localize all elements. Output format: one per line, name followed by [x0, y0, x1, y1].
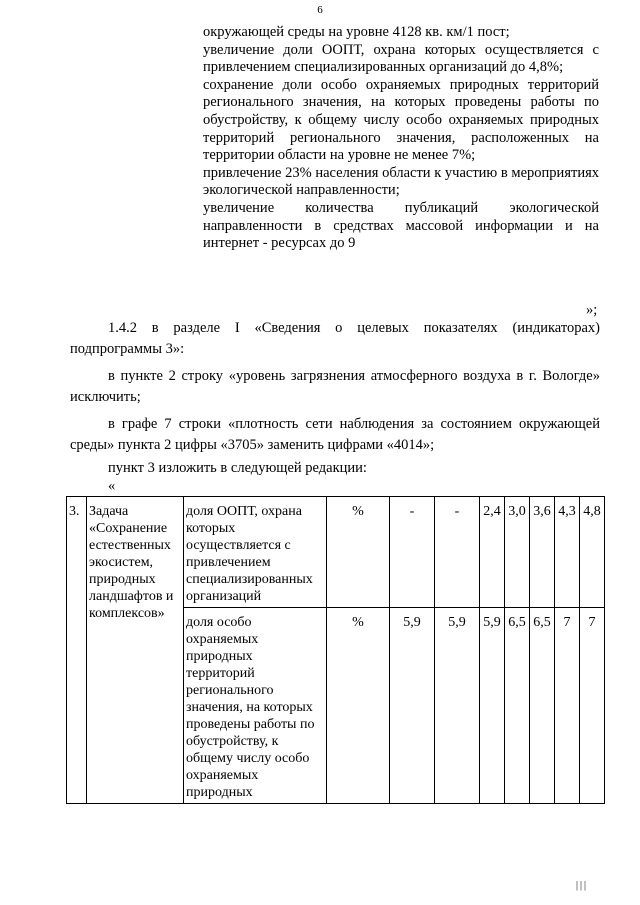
indicators-table — [66, 496, 605, 804]
paragraph: 1.4.2 в разделе I «Сведения о целевых показателях (индикаторах) подпрограммы 3»: — [70, 320, 600, 357]
value-cell: 3,6 — [530, 497, 555, 608]
value-cell: 5,9 — [435, 608, 480, 804]
page-number: 6 — [317, 4, 323, 16]
paragraph: в пункте 2 строку «уровень загрязнения атмосферного воздуха в г. Вологде» исключить; — [70, 368, 600, 405]
paragraph-new-edition — [70, 458, 600, 479]
unit-cell: % — [327, 497, 390, 608]
indicator-cell: доля ООПТ, охрана которых осуществляется с привлечением специализированных организаций — [184, 497, 327, 608]
paragraph: в графе 7 строки «плотность сети наблюдения за состоянием окружающей среды» пункта 2 цифры «3705» заменить цифрами «4014»; — [70, 416, 600, 453]
indicator-cell: доля особо охраняемых природных территорий регионального значения, на которых проведены работы по обустройству, к общему числу особо охраняемых природных — [184, 608, 327, 804]
closing-quote: »; — [586, 302, 598, 318]
value-cell: 6,5 — [505, 608, 530, 804]
quote-line: увеличение количества публикаций экологической направленности в средствах массовой информации и на интернет - ресурсах до 9 — [203, 199, 599, 252]
paragraph: пункт 3 изложить в следующей редакции: — [108, 460, 367, 476]
value-cell: 6,5 — [530, 608, 555, 804]
value-cell: 2,4 — [480, 497, 505, 608]
paragraph-section-reference — [70, 318, 600, 360]
quote-line: увеличение доли ООПТ, охрана которых осуществляется с привлечением специализированных организаций до 4,8%; — [203, 41, 599, 76]
quote-line: привлечение 23% населения области к участию в мероприятиях экологической направленности; — [203, 164, 599, 199]
value-cell: 4,8 — [580, 497, 605, 608]
quote-line: окружающей среды на уровне 4128 кв. км/1 пост; — [203, 24, 510, 40]
quote-line: сохранение доли особо охраняемых природных территорий регионального значения, на которых проведены работы по обустройству, к общему числу особо охраняемых природных территорий регионального значения, расположенных на территории области на уровне не менее 7%; — [203, 76, 599, 164]
row-number-cell: 3. — [67, 497, 87, 804]
value-cell: 5,9 — [480, 608, 505, 804]
quoted-indicators-text — [203, 24, 599, 253]
value-cell: 3,0 — [505, 497, 530, 608]
value-cell: 7 — [580, 608, 605, 804]
unit-cell: % — [327, 608, 390, 804]
footer-mark: ||| — [575, 880, 588, 891]
value-cell: - — [390, 497, 435, 608]
value-cell: 7 — [555, 608, 580, 804]
paragraph-delete-row — [70, 366, 600, 408]
value-cell: 5,9 — [390, 608, 435, 804]
paragraph-replace-figures — [70, 414, 600, 456]
table-row — [67, 497, 605, 608]
value-cell: - — [435, 497, 480, 608]
task-cell: Задача «Сохранение естественных экосистем, природных ландшафтов и комплексов» — [87, 497, 184, 804]
value-cell: 4,3 — [555, 497, 580, 608]
open-quote: « — [108, 478, 116, 494]
